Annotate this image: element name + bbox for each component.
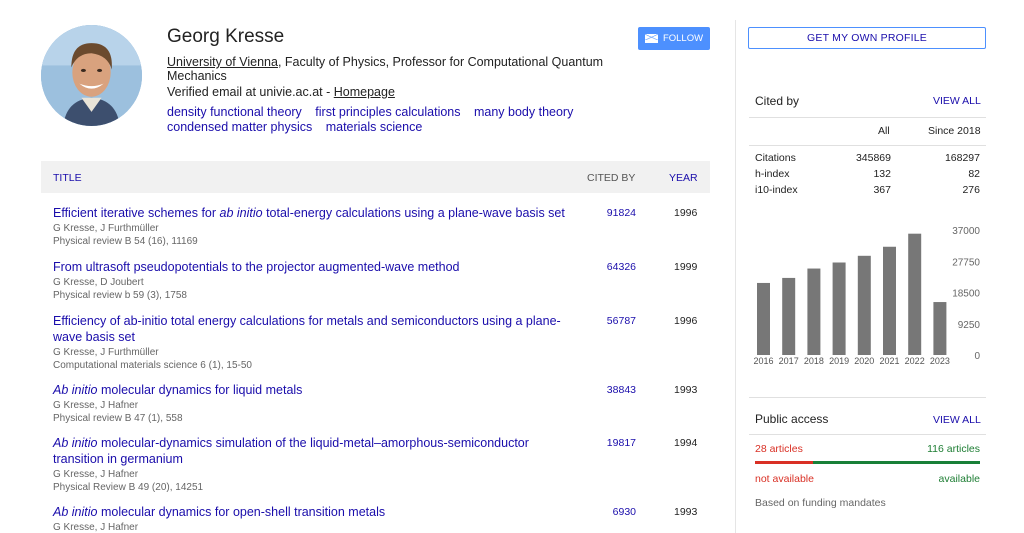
- divider: [749, 117, 986, 118]
- col-since-header: Since 2018: [928, 125, 981, 137]
- divider: [749, 434, 986, 435]
- envelope-icon: [645, 34, 658, 43]
- metric-label: Citations: [755, 152, 796, 164]
- profile-photo: [41, 25, 142, 126]
- metric-all: 367: [873, 184, 891, 196]
- article-venue: Physical review B 54 (16), 11169: [53, 236, 198, 247]
- public-access-title: Public access: [755, 412, 829, 426]
- interest-link[interactable]: condensed matter physics: [167, 119, 313, 134]
- profile-photo-image: [41, 25, 142, 126]
- chart-bar-2022[interactable]: [908, 234, 921, 355]
- available-bar: [813, 461, 980, 464]
- chart-y-tick: 0: [974, 351, 980, 363]
- divider: [749, 145, 986, 146]
- article-cited-by[interactable]: 56787: [606, 315, 636, 327]
- article-authors: G Kresse, J Hafner: [53, 522, 139, 533]
- article-authors: G Kresse, J Furthmüller: [53, 223, 159, 234]
- article-cited-by[interactable]: 19817: [606, 437, 636, 449]
- homepage-link[interactable]: Homepage: [333, 85, 395, 99]
- metric-since: 82: [968, 168, 980, 180]
- profile-email: [167, 85, 395, 99]
- article-title-link[interactable]: [53, 259, 573, 275]
- col-all-header: All: [878, 125, 890, 137]
- chart-x-tick: 2023: [929, 356, 950, 366]
- chart-y-tick: 9250: [957, 319, 980, 331]
- metric-row: [755, 184, 980, 197]
- sort-by-cited[interactable]: CITED BY: [587, 172, 636, 184]
- unavailable-bar: [755, 461, 813, 464]
- article-title-part: molecular dynamics for liquid metals: [97, 383, 303, 397]
- chart-x-tick: 2016: [753, 356, 774, 366]
- public-access-view-all[interactable]: VIEW ALL: [933, 414, 981, 426]
- article-authors: G Kresse, J Furthmüller: [53, 347, 159, 358]
- divider: [749, 397, 986, 398]
- article-title-link[interactable]: [53, 382, 573, 398]
- interest-link[interactable]: many body theory: [473, 105, 574, 119]
- metric-label: i10-index: [755, 184, 798, 196]
- citations-chart-svg: [749, 215, 986, 370]
- affiliation-text: , Faculty of Physics, Professor for Computational Quantum Mechanics: [167, 55, 604, 83]
- chart-bar-2021[interactable]: [883, 247, 896, 355]
- available-label: available: [938, 473, 980, 485]
- article-year: 1993: [674, 384, 698, 396]
- article-venue: Physical Review B 49 (20), 14251: [53, 482, 204, 493]
- metric-since: 276: [962, 184, 980, 196]
- article-title-part: Ab initio: [53, 505, 98, 519]
- metric-row: [755, 152, 980, 165]
- chart-bar-2020[interactable]: [858, 256, 871, 355]
- citations-per-year-chart: [749, 215, 986, 370]
- metric-label: h-index: [755, 168, 790, 180]
- sort-by-year[interactable]: YEAR: [669, 172, 698, 184]
- article-year: 1993: [674, 506, 698, 518]
- article-title-link[interactable]: [53, 435, 573, 467]
- metric-row: [755, 168, 980, 181]
- chart-x-tick: 2021: [879, 356, 900, 366]
- chart-bar-2019[interactable]: [833, 263, 846, 355]
- profile-name: Georg Kresse: [167, 26, 285, 47]
- follow-button[interactable]: [638, 27, 710, 50]
- article-year: 1999: [674, 261, 698, 273]
- article-title-link[interactable]: [53, 504, 573, 520]
- unavailable-count[interactable]: 28 articles: [755, 443, 803, 455]
- article-venue: Physical review B 47 (1), 558: [53, 413, 183, 424]
- chart-y-tick: 37000: [952, 226, 980, 237]
- article-year: 1996: [674, 315, 698, 327]
- chart-bar-2017[interactable]: [782, 278, 795, 355]
- article-title-part: ab initio: [219, 206, 263, 220]
- follow-label: FOLLOW: [662, 33, 704, 44]
- article-title-part: total-energy calculations using a plane-wave basis set: [262, 206, 565, 220]
- interest-link[interactable]: first principles calculations: [315, 105, 461, 119]
- metric-all: 345869: [855, 152, 891, 164]
- interest-link[interactable]: density functional theory: [167, 105, 302, 119]
- chart-x-tick: 2019: [829, 356, 850, 366]
- chart-bar-2016[interactable]: [757, 283, 770, 355]
- article-title-link[interactable]: [53, 205, 573, 221]
- article-title-part: From ultrasoft pseudopotentials to the projector augmented-wave method: [53, 260, 460, 274]
- article-cited-by[interactable]: 6930: [612, 506, 636, 518]
- article-venue: Computational materials science 6 (1), 15-50: [53, 360, 252, 371]
- article-title-part: molecular dynamics for open-shell transition metals: [97, 505, 386, 519]
- chart-x-tick: 2017: [778, 356, 799, 366]
- email-text: Verified email at univie.ac.at -: [167, 85, 334, 99]
- chart-x-tick: 2020: [854, 356, 875, 366]
- article-authors: G Kresse, J Hafner: [53, 400, 139, 411]
- article-title-part: Ab initio: [53, 436, 98, 450]
- chart-bar-2023[interactable]: [933, 302, 946, 355]
- article-cited-by[interactable]: 64326: [606, 261, 636, 273]
- get-my-own-profile-button[interactable]: GET MY OWN PROFILE: [748, 27, 986, 49]
- sort-by-title[interactable]: TITLE: [53, 172, 82, 184]
- not-available-label: not available: [755, 473, 814, 485]
- article-cited-by[interactable]: 38843: [606, 384, 636, 396]
- article-venue: Physical review b 59 (3), 1758: [53, 290, 187, 301]
- metric-since: 168297: [944, 152, 980, 164]
- chart-x-tick: 2022: [904, 356, 925, 366]
- chart-x-tick: 2018: [803, 356, 824, 366]
- article-title-part: molecular-dynamics simulation of the liquid-metal–amorphous-semiconductor transition in germanium: [53, 436, 529, 466]
- article-title-part: Efficiency of ab-initio total energy calculations for metals and semiconductors using a plane-wave basis set: [53, 314, 561, 344]
- profile-affiliation: [167, 55, 607, 83]
- cited-by-view-all[interactable]: VIEW ALL: [933, 95, 981, 107]
- available-count[interactable]: 116 articles: [927, 443, 980, 455]
- article-authors: G Kresse, J Hafner: [53, 469, 139, 480]
- article-title-part: Efficient iterative schemes for: [53, 206, 220, 220]
- column-divider: [735, 20, 736, 533]
- metric-all: 132: [873, 168, 891, 180]
- chart-bar-2018[interactable]: [807, 269, 820, 355]
- chart-y-tick: 18500: [952, 288, 980, 300]
- cited-by-title: Cited by: [755, 94, 800, 108]
- article-year: 1994: [674, 437, 698, 449]
- chart-y-tick: 27750: [952, 257, 980, 269]
- article-title-part: Ab initio: [53, 383, 98, 397]
- funding-mandates-note: Based on funding mandates: [755, 497, 886, 509]
- research-interests: [167, 105, 587, 134]
- article-year: 1996: [674, 207, 698, 219]
- affiliation-link[interactable]: University of Vienna: [167, 55, 278, 69]
- article-authors: G Kresse, D Joubert: [53, 277, 144, 288]
- interest-link[interactable]: materials science: [325, 119, 423, 134]
- articles-table-header: [41, 161, 710, 193]
- article-title-link[interactable]: [53, 313, 573, 345]
- article-cited-by[interactable]: 91824: [606, 207, 636, 219]
